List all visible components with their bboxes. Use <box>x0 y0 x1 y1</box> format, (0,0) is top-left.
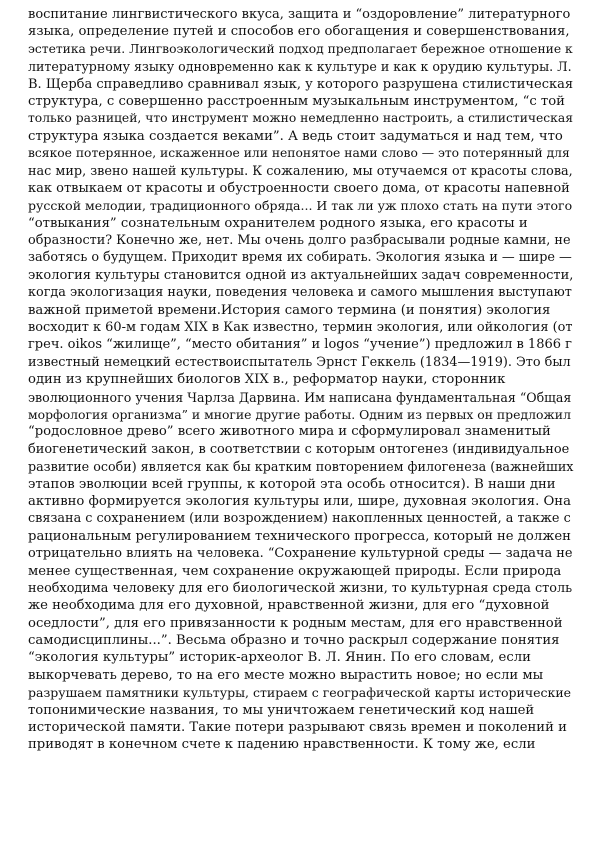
text-line: биогенетический закон, в соответствии с которым онтогенез (индивидуальное <box>28 441 570 457</box>
text-line: образности? Конечно же, нет. Мы очень долго разбрасывали родные камни, не <box>28 233 571 249</box>
text-line: эстетика речи. Лингвоэкологический подход предполагает бережное отношение к <box>28 41 573 56</box>
text-line: восходит к 60-м годам XIX в Как известно, термин экология, или ойкология (от <box>28 320 573 336</box>
text-line: известный немецкий естествоиспытатель Эрнст Геккель (1834—1919). Это был <box>28 354 571 370</box>
text-line: менее существенная, чем сохранение окружающей природы. Если природа <box>28 563 562 579</box>
text-line: этапов эволюции всей группы, к которой эта особь относится). В наши дни <box>28 476 556 492</box>
text-line: языка, определение путей и способов его обогащения и совершенствования, <box>28 24 570 40</box>
text-line: всякое потерянное, искаженное или непонятое нами слово — это потерянный для <box>28 146 570 161</box>
text-line: один из крупнейших биологов XIX в., реформатор науки, сторонник <box>28 372 506 388</box>
text-line: важной приметой времени.История самого термина (и понятия) экология <box>28 302 551 318</box>
text-line: самодисциплины...”. Весьма образно и точно раскрыл содержание понятия <box>28 633 560 649</box>
text-line: развитие особи) является как бы кратким повторением филогенеза (важнейших <box>28 459 574 475</box>
text-line: структура языка создается веками”. А ведь стоит задуматься и над тем, что <box>28 128 563 144</box>
text-line: “родословное древо” всего животного мира и сформулировал знаменитый <box>28 424 551 440</box>
text-line: связана с сохранением (или возрождением) накопленных ценностей, а также с <box>28 511 571 527</box>
body-text <box>28 6 573 754</box>
text-line: “экология культуры” историк-археолог В. Л. Янин. По его словам, если <box>28 650 531 666</box>
text-line: же необходима для его духовной, нравственной жизни, для его “духовной <box>28 598 550 614</box>
text-line: необходима человеку для его биологической жизни, то культурная среда столь <box>28 580 573 596</box>
text-line: когда экологизация науки, поведения человека и самого мышления выступают <box>28 285 572 301</box>
text-line: только разницей, что инструмент можно немедленно настроить, а стилистическая <box>28 111 573 126</box>
text-line: “отвыкания” сознательным охранителем родного языка, его красоты и <box>28 215 528 231</box>
text-line: приводят в конечном счете к падению нравственности. К тому же, если <box>28 737 536 753</box>
text-line: разрушаем памятники культуры, стираем с географической карты исторические <box>28 685 572 701</box>
text-line: экология культуры становится одной из актуальнейших задач современности, <box>28 267 574 283</box>
text-line: топонимические названия, то мы уничтожаем генетический код нашей <box>28 702 535 718</box>
text-line: выкорчевать дерево, то на его месте можно вырастить новое; но если мы <box>28 667 544 683</box>
text-line: литературному языку одновременно как к культуре и как к орудию культуры. Л. <box>28 59 572 75</box>
text-line: морфология организма” и многие другие работы. Одним из первых он предложил <box>28 406 571 422</box>
text-line: заботясь о будущем. Приходит время их собирать. Экология языка и — шире — <box>28 250 572 266</box>
text-line: воспитание лингвистического вкуса, защита и “оздоровление” литературного <box>28 7 571 22</box>
text-line: греч. oikos “жилище”, “место обитания” и logos “учение”) предложил в 1866 г <box>28 337 572 353</box>
text-line: русской мелодии, традиционного обряда... И так ли уж плохо стать на пути этого <box>28 198 573 214</box>
text-line: активно формируется экология культуры или, шире, духовная экология. Она <box>28 493 571 509</box>
text-line: структура, с совершенно расстроенным музыкальным инструментом, “с той <box>28 93 565 109</box>
text-line: отрицательно влиять на человека. “Сохранение культурной среды — задача не <box>28 546 573 562</box>
text-line: оседлости”, для его привязанности к родным местам, для его нравственной <box>28 615 563 631</box>
text-line: эволюционного учения Чарлза Дарвина. Им написана фундаментальная “Общая <box>28 389 572 405</box>
text-line: нас мир, звено нашей культуры. К сожалению, мы отучаемся от красоты слова, <box>28 163 573 179</box>
text-line: исторической памяти. Такие потери разрывают связь времен и поколений и <box>28 720 567 736</box>
text-line: как отвыкаем от красоты и обустроенности своего дома, от красоты напевной <box>28 180 570 196</box>
text-line: В. Щерба справедливо сравнивал язык, у которого разрушена стилистическая <box>28 76 574 92</box>
text-line: рациональным регулированием технического прогресса, который не должен <box>28 528 571 544</box>
